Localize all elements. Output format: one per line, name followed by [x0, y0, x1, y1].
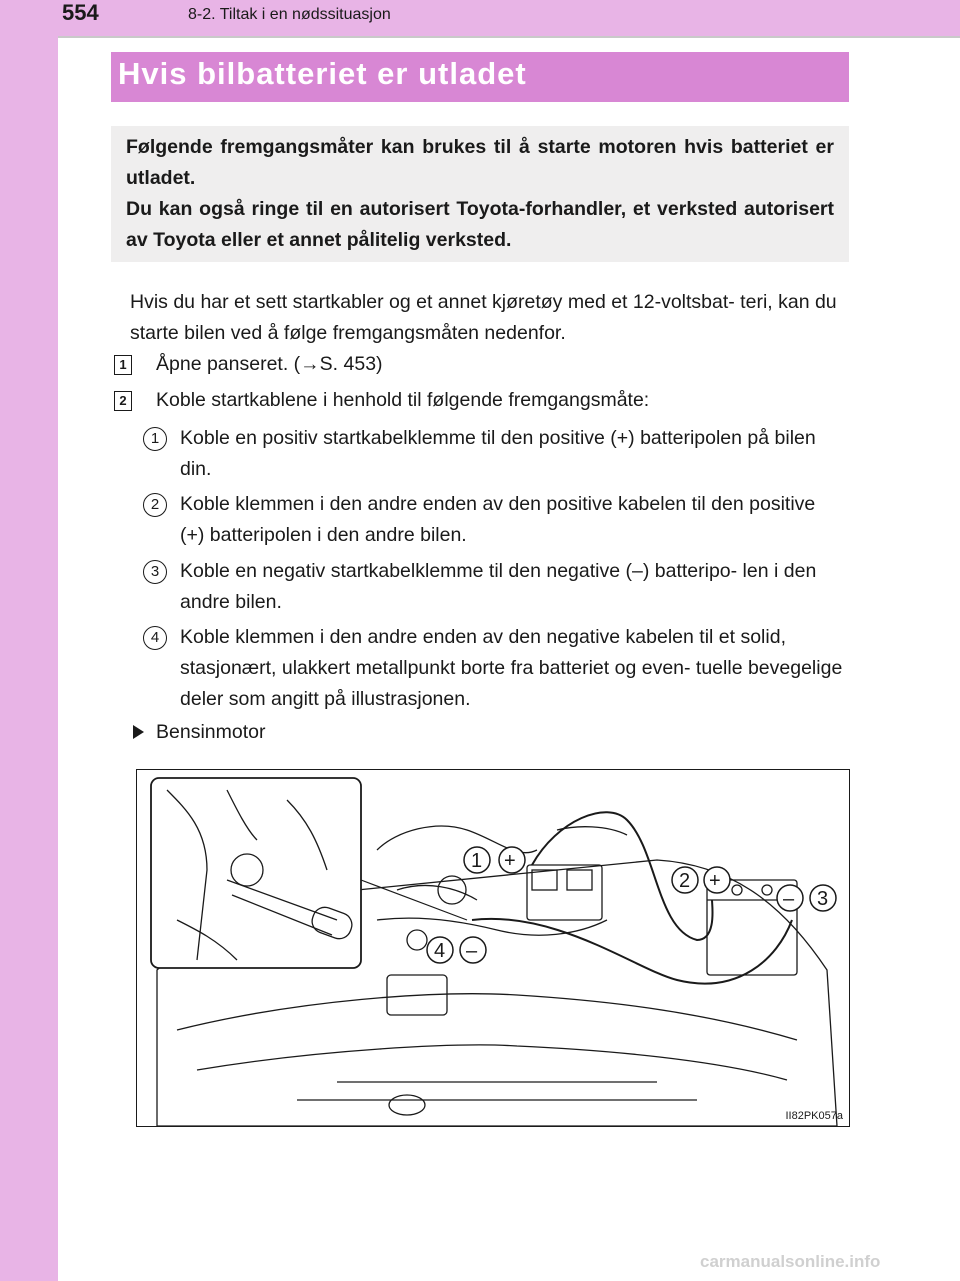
- page-sidebar: [0, 0, 58, 1281]
- callout-3: 3: [817, 888, 829, 910]
- callout-4: 4: [434, 940, 446, 962]
- svg-text:–: –: [466, 940, 478, 962]
- substep-text-2: Koble klemmen i den andre enden av den positive kabelen til den positive (+) batteripolen i den andre bilen.: [180, 493, 816, 546]
- jump-start-diagram: [137, 770, 849, 1126]
- header-divider: [58, 36, 960, 38]
- svg-text:–: –: [783, 888, 795, 910]
- figure-code: II82PK057a: [785, 1110, 843, 1122]
- svg-text:+: +: [709, 870, 721, 892]
- engine-label: Bensinmotor: [156, 721, 266, 743]
- section-title: 8-2. Tiltak i en nødssituasjon: [188, 6, 391, 23]
- substep-marker-2: 2: [143, 493, 167, 517]
- substep-marker-4: 4: [143, 626, 167, 650]
- body-paragraph: Hvis du har et sett startkabler og et annet kjøretøy med et 12-voltsbat- teri, kan du starte bilen ved å følge fremgangsmåten nedenfor.: [130, 291, 837, 344]
- step-text-1: Åpne panseret. (→S. 453): [156, 353, 383, 375]
- watermark: carmanualsonline.info: [700, 1252, 881, 1271]
- callout-2: 2: [679, 870, 691, 892]
- substep-text-3: Koble en negativ startkabelklemme til den negative (–) batteripo- len i den andre bilen.: [180, 560, 817, 613]
- callout-1: 1: [471, 850, 483, 872]
- step-marker-2: 2: [114, 391, 132, 411]
- page-title: Hvis bilbatteriet er utladet: [118, 56, 527, 91]
- page-number: 554: [62, 0, 99, 25]
- intro-text: [126, 132, 834, 256]
- svg-text:+: +: [504, 850, 516, 872]
- bullet-triangle-icon: [133, 725, 144, 739]
- step-marker-1: 1: [114, 355, 132, 375]
- substep-marker-3: 3: [143, 560, 167, 584]
- intro-line-2: Du kan også ringe til en autorisert Toyota-forhandler, et verksted autorisert av Toyota eller et annet pålitelig verksted.: [126, 198, 834, 251]
- intro-line-1: Følgende fremgangsmåter kan brukes til å starte motoren hvis batteriet er utladet.: [126, 136, 834, 189]
- substep-text-1: Koble en positiv startkabelklemme til den positive (+) batteripolen på bilen din.: [180, 427, 816, 480]
- engine-illustration: [136, 769, 850, 1127]
- substep-marker-1: 1: [143, 427, 167, 451]
- step-text-2: Koble startkablene i henhold til følgende fremgangsmåte:: [156, 389, 650, 411]
- substep-text-4: Koble klemmen i den andre enden av den negative kabelen til et solid, stasjonært, ulakkert metallpunkt borte fra batteriet og even- tuelle bevegelige deler som angitt på illustrasjonen.: [180, 626, 843, 710]
